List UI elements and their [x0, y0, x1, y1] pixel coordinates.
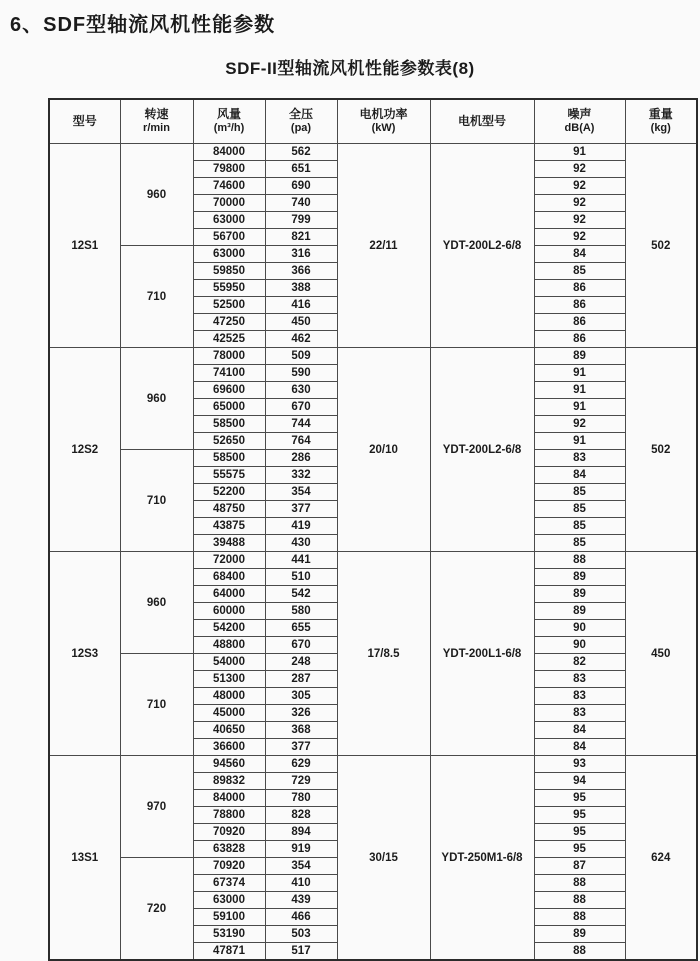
speed-cell: 710: [120, 654, 193, 756]
noise-cell: 88: [534, 875, 625, 892]
noise-cell: 85: [534, 501, 625, 518]
total-pressure-cell: 517: [265, 943, 337, 961]
air-volume-cell: 84000: [193, 144, 265, 161]
document-page: [0, 8, 700, 957]
air-volume-cell: 70000: [193, 195, 265, 212]
total-pressure-cell: 744: [265, 416, 337, 433]
noise-cell: 91: [534, 433, 625, 450]
total-pressure-cell: 590: [265, 365, 337, 382]
noise-cell: 93: [534, 756, 625, 773]
air-volume-cell: 42525: [193, 331, 265, 348]
total-pressure-cell: 450: [265, 314, 337, 331]
column-header-1: 转速 r/min: [120, 99, 193, 144]
noise-cell: 89: [534, 348, 625, 365]
air-volume-cell: 59850: [193, 263, 265, 280]
air-volume-cell: 53190: [193, 926, 265, 943]
air-volume-cell: 63000: [193, 892, 265, 909]
air-volume-cell: 52650: [193, 433, 265, 450]
noise-cell: 92: [534, 161, 625, 178]
noise-cell: 83: [534, 450, 625, 467]
air-volume-cell: 79800: [193, 161, 265, 178]
noise-cell: 90: [534, 620, 625, 637]
air-volume-cell: 55950: [193, 280, 265, 297]
noise-cell: 95: [534, 807, 625, 824]
noise-cell: 92: [534, 178, 625, 195]
air-volume-cell: 70920: [193, 824, 265, 841]
air-volume-cell: 84000: [193, 790, 265, 807]
total-pressure-cell: 416: [265, 297, 337, 314]
total-pressure-cell: 740: [265, 195, 337, 212]
column-header-7: 重量 (kg): [625, 99, 697, 144]
total-pressure-cell: 430: [265, 535, 337, 552]
total-pressure-cell: 410: [265, 875, 337, 892]
motor-model-cell: YDT-200L1-6/8: [430, 552, 534, 756]
column-header-6: 噪声 dB(A): [534, 99, 625, 144]
noise-cell: 92: [534, 195, 625, 212]
air-volume-cell: 43875: [193, 518, 265, 535]
noise-cell: 95: [534, 824, 625, 841]
speed-cell: 710: [120, 246, 193, 348]
total-pressure-cell: 670: [265, 399, 337, 416]
weight-cell: 450: [625, 552, 697, 756]
air-volume-cell: 68400: [193, 569, 265, 586]
noise-cell: 87: [534, 858, 625, 875]
noise-cell: 90: [534, 637, 625, 654]
total-pressure-cell: 462: [265, 331, 337, 348]
total-pressure-cell: 629: [265, 756, 337, 773]
total-pressure-cell: 286: [265, 450, 337, 467]
noise-cell: 91: [534, 382, 625, 399]
air-volume-cell: 54200: [193, 620, 265, 637]
total-pressure-cell: 580: [265, 603, 337, 620]
speed-cell: 960: [120, 552, 193, 654]
air-volume-cell: 70920: [193, 858, 265, 875]
air-volume-cell: 58500: [193, 416, 265, 433]
noise-cell: 88: [534, 909, 625, 926]
total-pressure-cell: 729: [265, 773, 337, 790]
column-header-5: 电机型号: [430, 99, 534, 144]
total-pressure-cell: 377: [265, 501, 337, 518]
air-volume-cell: 94560: [193, 756, 265, 773]
noise-cell: 84: [534, 739, 625, 756]
total-pressure-cell: 821: [265, 229, 337, 246]
model-cell: 12S2: [49, 348, 120, 552]
total-pressure-cell: 919: [265, 841, 337, 858]
column-header-0: 型号: [49, 99, 120, 144]
total-pressure-cell: 562: [265, 144, 337, 161]
model-cell: 12S1: [49, 144, 120, 348]
total-pressure-cell: 630: [265, 382, 337, 399]
total-pressure-cell: 354: [265, 484, 337, 501]
noise-cell: 89: [534, 926, 625, 943]
noise-cell: 92: [534, 416, 625, 433]
weight-cell: 502: [625, 144, 697, 348]
total-pressure-cell: 287: [265, 671, 337, 688]
motor-model-cell: YDT-200L2-6/8: [430, 144, 534, 348]
air-volume-cell: 52500: [193, 297, 265, 314]
noise-cell: 83: [534, 688, 625, 705]
total-pressure-cell: 354: [265, 858, 337, 875]
air-volume-cell: 47871: [193, 943, 265, 961]
air-volume-cell: 89832: [193, 773, 265, 790]
air-volume-cell: 45000: [193, 705, 265, 722]
total-pressure-cell: 509: [265, 348, 337, 365]
air-volume-cell: 36600: [193, 739, 265, 756]
total-pressure-cell: 332: [265, 467, 337, 484]
table-header: [49, 99, 697, 144]
noise-cell: 86: [534, 331, 625, 348]
noise-cell: 82: [534, 654, 625, 671]
noise-cell: 84: [534, 467, 625, 484]
noise-cell: 89: [534, 603, 625, 620]
noise-cell: 85: [534, 518, 625, 535]
air-volume-cell: 63828: [193, 841, 265, 858]
motor-power-cell: 30/15: [337, 756, 430, 961]
air-volume-cell: 51300: [193, 671, 265, 688]
model-cell: 12S3: [49, 552, 120, 756]
speed-cell: 710: [120, 450, 193, 552]
total-pressure-cell: 366: [265, 263, 337, 280]
column-header-3: 全压 (pa): [265, 99, 337, 144]
noise-cell: 95: [534, 790, 625, 807]
total-pressure-cell: 388: [265, 280, 337, 297]
total-pressure-cell: 764: [265, 433, 337, 450]
speed-cell: 960: [120, 144, 193, 246]
table-row: [49, 348, 697, 365]
total-pressure-cell: 894: [265, 824, 337, 841]
speed-cell: 720: [120, 858, 193, 961]
noise-cell: 83: [534, 671, 625, 688]
table-row: [49, 756, 697, 773]
noise-cell: 86: [534, 314, 625, 331]
noise-cell: 89: [534, 586, 625, 603]
noise-cell: 88: [534, 943, 625, 961]
air-volume-cell: 52200: [193, 484, 265, 501]
total-pressure-cell: 503: [265, 926, 337, 943]
air-volume-cell: 39488: [193, 535, 265, 552]
noise-cell: 83: [534, 705, 625, 722]
air-volume-cell: 72000: [193, 552, 265, 569]
noise-cell: 85: [534, 263, 625, 280]
total-pressure-cell: 780: [265, 790, 337, 807]
column-header-2: 风量 (m³/h): [193, 99, 265, 144]
noise-cell: 85: [534, 484, 625, 501]
noise-cell: 95: [534, 841, 625, 858]
air-volume-cell: 64000: [193, 586, 265, 603]
noise-cell: 92: [534, 229, 625, 246]
page-title: 6、SDF型轴流风机性能参数: [10, 14, 276, 36]
air-volume-cell: 56700: [193, 229, 265, 246]
air-volume-cell: 48800: [193, 637, 265, 654]
noise-cell: 89: [534, 569, 625, 586]
air-volume-cell: 78800: [193, 807, 265, 824]
noise-cell: 91: [534, 399, 625, 416]
table-title: SDF-II型轴流风机性能参数表(8): [225, 59, 475, 78]
weight-cell: 502: [625, 348, 697, 552]
table-body: [49, 144, 697, 961]
air-volume-cell: 58500: [193, 450, 265, 467]
motor-model-cell: YDT-200L2-6/8: [430, 348, 534, 552]
air-volume-cell: 78000: [193, 348, 265, 365]
motor-model-cell: YDT-250M1-6/8: [430, 756, 534, 961]
air-volume-cell: 65000: [193, 399, 265, 416]
air-volume-cell: 55575: [193, 467, 265, 484]
noise-cell: 84: [534, 722, 625, 739]
air-volume-cell: 74600: [193, 178, 265, 195]
total-pressure-cell: 248: [265, 654, 337, 671]
total-pressure-cell: 690: [265, 178, 337, 195]
noise-cell: 86: [534, 297, 625, 314]
noise-cell: 91: [534, 365, 625, 382]
noise-cell: 91: [534, 144, 625, 161]
total-pressure-cell: 466: [265, 909, 337, 926]
air-volume-cell: 40650: [193, 722, 265, 739]
total-pressure-cell: 305: [265, 688, 337, 705]
air-volume-cell: 54000: [193, 654, 265, 671]
motor-power-cell: 20/10: [337, 348, 430, 552]
motor-power-cell: 17/8.5: [337, 552, 430, 756]
air-volume-cell: 59100: [193, 909, 265, 926]
air-volume-cell: 69600: [193, 382, 265, 399]
column-header-4: 电机功率 (kW): [337, 99, 430, 144]
total-pressure-cell: 828: [265, 807, 337, 824]
fan-performance-table: [48, 98, 698, 961]
noise-cell: 92: [534, 212, 625, 229]
table-row: [49, 144, 697, 161]
speed-cell: 960: [120, 348, 193, 450]
air-volume-cell: 74100: [193, 365, 265, 382]
noise-cell: 86: [534, 280, 625, 297]
motor-power-cell: 22/11: [337, 144, 430, 348]
weight-cell: 624: [625, 756, 697, 961]
total-pressure-cell: 655: [265, 620, 337, 637]
noise-cell: 85: [534, 535, 625, 552]
total-pressure-cell: 316: [265, 246, 337, 263]
noise-cell: 84: [534, 246, 625, 263]
total-pressure-cell: 419: [265, 518, 337, 535]
air-volume-cell: 67374: [193, 875, 265, 892]
total-pressure-cell: 439: [265, 892, 337, 909]
total-pressure-cell: 670: [265, 637, 337, 654]
model-cell: 13S1: [49, 756, 120, 961]
total-pressure-cell: 651: [265, 161, 337, 178]
header-row: [49, 99, 697, 144]
air-volume-cell: 48000: [193, 688, 265, 705]
total-pressure-cell: 510: [265, 569, 337, 586]
air-volume-cell: 63000: [193, 246, 265, 263]
air-volume-cell: 47250: [193, 314, 265, 331]
total-pressure-cell: 441: [265, 552, 337, 569]
air-volume-cell: 60000: [193, 603, 265, 620]
noise-cell: 94: [534, 773, 625, 790]
total-pressure-cell: 326: [265, 705, 337, 722]
table-row: [49, 552, 697, 569]
air-volume-cell: 63000: [193, 212, 265, 229]
total-pressure-cell: 799: [265, 212, 337, 229]
total-pressure-cell: 377: [265, 739, 337, 756]
total-pressure-cell: 368: [265, 722, 337, 739]
total-pressure-cell: 542: [265, 586, 337, 603]
noise-cell: 88: [534, 892, 625, 909]
noise-cell: 88: [534, 552, 625, 569]
speed-cell: 970: [120, 756, 193, 858]
air-volume-cell: 48750: [193, 501, 265, 518]
